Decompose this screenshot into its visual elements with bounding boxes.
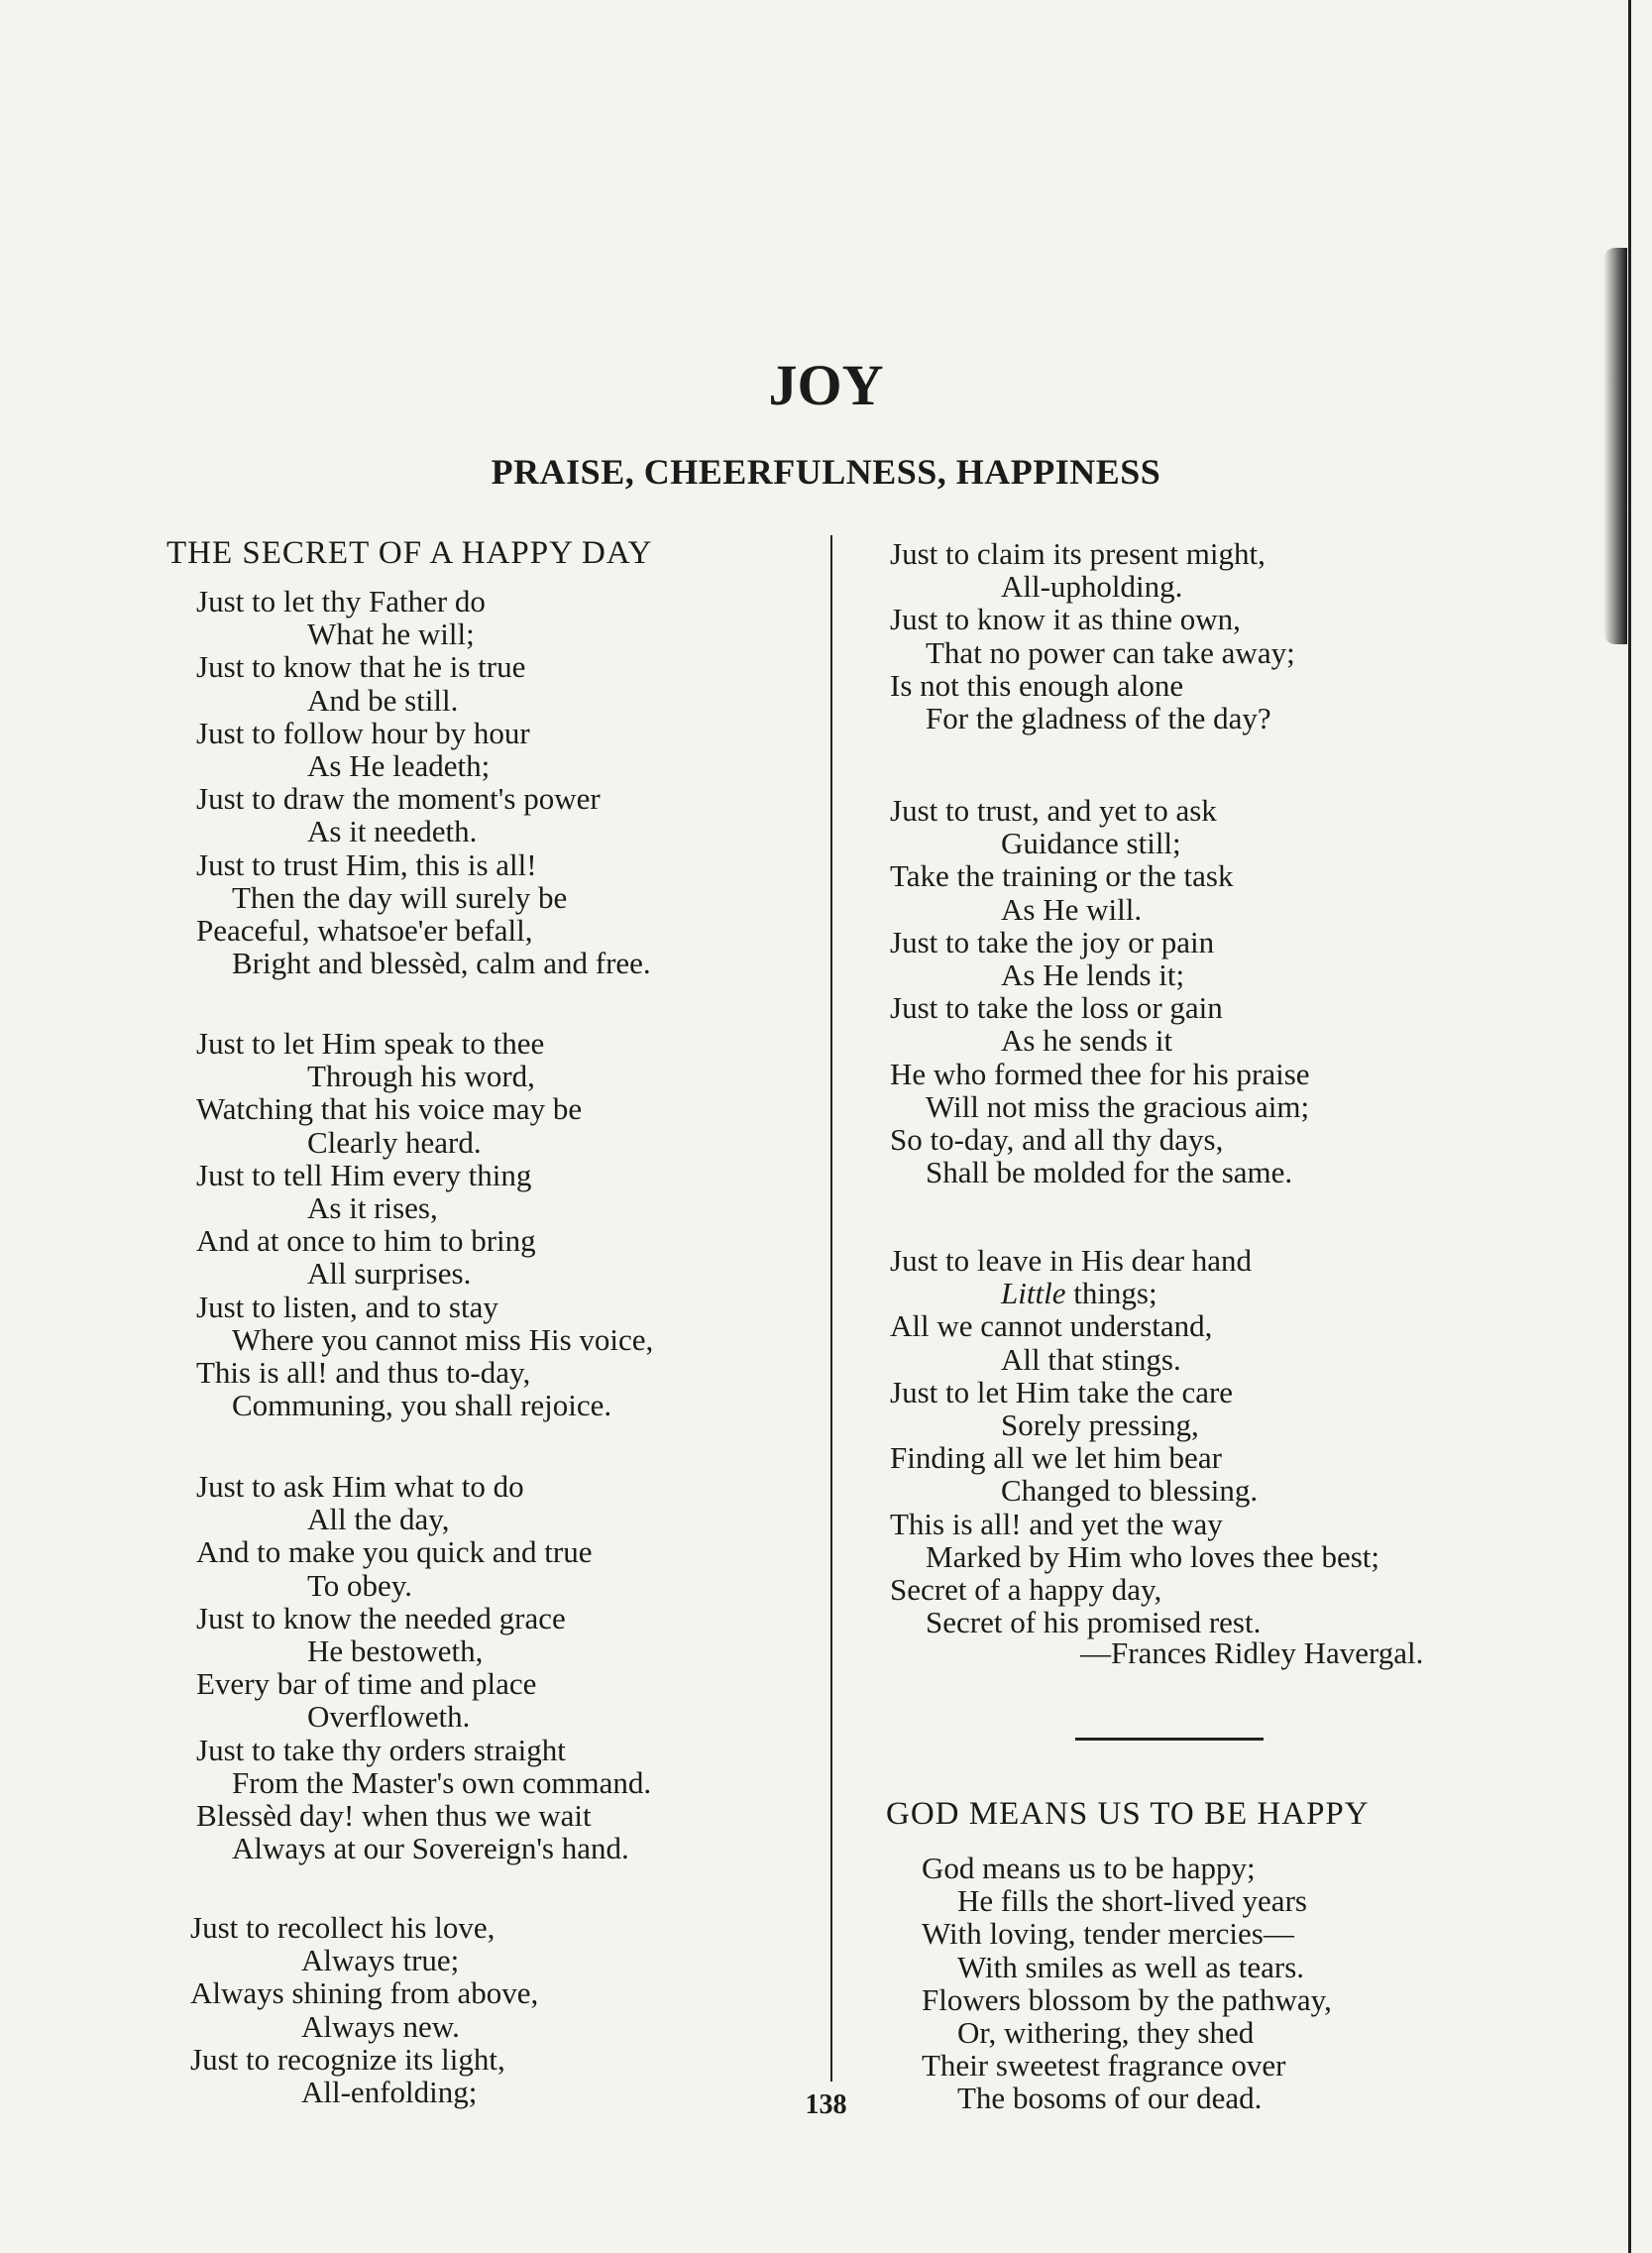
poem-line bbox=[196, 1224, 653, 1257]
poem-line bbox=[196, 1060, 653, 1092]
poem-line-text: Every bar of time and place bbox=[196, 1666, 537, 1702]
poem-line-text: And be still. bbox=[307, 682, 459, 718]
poem-line bbox=[922, 1884, 1332, 1917]
poem-line-text: Is not this enough alone bbox=[890, 667, 1184, 703]
poem-line bbox=[890, 636, 1295, 669]
poem-line bbox=[890, 1376, 1379, 1408]
page-number: 138 bbox=[805, 2089, 847, 2120]
poem-line bbox=[196, 1092, 653, 1125]
poem-line-text: Peaceful, whatsoe'er befall, bbox=[196, 912, 533, 948]
poem-line-text: All that stings. bbox=[1001, 1341, 1181, 1377]
poem-line-text: Shall be molded for the same. bbox=[926, 1155, 1293, 1190]
poem-line-text: Guidance still; bbox=[1001, 826, 1181, 861]
stanza bbox=[890, 537, 1295, 734]
poem-line bbox=[196, 1832, 651, 1864]
poem-line-text: Clearly heard. bbox=[307, 1124, 482, 1160]
poem-line-text: Just to listen, and to stay bbox=[196, 1289, 498, 1324]
poem-line-text: As He lends it; bbox=[1001, 957, 1185, 992]
poem-line bbox=[196, 1126, 653, 1159]
poem-line bbox=[196, 1667, 651, 1700]
poem-line-text: Just to recognize its light, bbox=[190, 2041, 505, 2077]
poem-line-text: The bosoms of our dead. bbox=[957, 2081, 1263, 2116]
poem-line-text: Finding all we let him bear bbox=[890, 1440, 1222, 1476]
poem-line bbox=[196, 1291, 653, 1323]
poem-line bbox=[196, 1602, 651, 1634]
stanza bbox=[890, 1244, 1379, 1638]
poem-line bbox=[890, 1508, 1379, 1540]
poem-line bbox=[196, 618, 651, 650]
poem-line-text: This is all! and yet the way bbox=[890, 1506, 1223, 1541]
poem-line bbox=[196, 1569, 651, 1602]
poem-line bbox=[196, 914, 651, 947]
poem-line bbox=[922, 1917, 1332, 1950]
poem-line-text: Marked by Him who loves thee best; bbox=[926, 1538, 1380, 1574]
poem-line-text: As He will. bbox=[1001, 891, 1143, 927]
poem-line bbox=[196, 1191, 653, 1224]
poem-line-text: All we cannot understand, bbox=[890, 1308, 1213, 1344]
poem-line-text: As it rises, bbox=[307, 1189, 438, 1225]
column-divider bbox=[830, 535, 832, 2082]
poem-title: THE SECRET OF A HAPPY DAY bbox=[166, 535, 653, 571]
poem-line-text: Always at our Sovereign's hand. bbox=[232, 1831, 629, 1866]
poem-line-text: All the day, bbox=[307, 1502, 450, 1537]
poem-line-text: Communing, you shall rejoice. bbox=[232, 1388, 612, 1423]
poem-line-text: As it needeth. bbox=[307, 814, 478, 849]
poem-line bbox=[890, 1309, 1379, 1342]
poem-line-text: Always new. bbox=[301, 2008, 460, 2044]
poem-title: GOD MEANS US TO BE HAPPY bbox=[886, 1796, 1370, 1832]
poem-line bbox=[922, 1852, 1332, 1884]
poem-line-text: Just to know that he is true bbox=[196, 649, 526, 685]
poem-line bbox=[890, 1573, 1379, 1606]
page-title: JOY bbox=[768, 353, 884, 417]
poem-line bbox=[190, 1976, 538, 2009]
section-separator bbox=[1075, 1738, 1264, 1741]
poem-line-text: He bestoweth, bbox=[307, 1633, 484, 1668]
poem-line bbox=[890, 1156, 1310, 1188]
poem-line-text: Secret of a happy day, bbox=[890, 1571, 1162, 1607]
poem-line-text: As He leadeth; bbox=[307, 747, 491, 783]
poem-line-text: Or, withering, they shed bbox=[957, 2014, 1255, 2050]
poem-line bbox=[890, 1277, 1379, 1309]
poem-line-text: Just to tell Him every thing bbox=[196, 1157, 532, 1192]
poem-line bbox=[196, 1766, 651, 1799]
poem-line bbox=[890, 1090, 1310, 1123]
poem-line bbox=[196, 1027, 653, 1060]
poem-line-text: Sorely pressing, bbox=[1001, 1407, 1199, 1442]
poem-line-text: Just to let Him take the care bbox=[890, 1374, 1234, 1409]
poem-line-text: Flowers blossom by the pathway, bbox=[922, 1981, 1332, 2017]
poem-line bbox=[196, 1356, 653, 1389]
poem-line bbox=[922, 1983, 1332, 2016]
poem-line-text: Then the day will surely be bbox=[232, 879, 568, 915]
poem-line bbox=[196, 1503, 651, 1535]
poem-line bbox=[196, 815, 651, 847]
poem-line bbox=[890, 669, 1295, 702]
poem-line-text: Take the training or the task bbox=[890, 858, 1234, 894]
poem-line-text-rest: things; bbox=[1065, 1276, 1157, 1311]
poem-line-text: All surprises. bbox=[307, 1256, 472, 1292]
poem-line-text: With loving, tender mercies— bbox=[922, 1916, 1294, 1952]
poem-line-text: Just to take thy orders straight bbox=[196, 1732, 566, 1767]
poem-line-text: Just to trust Him, this is all! bbox=[196, 846, 537, 882]
poem-line-text: This is all! and thus to-day, bbox=[196, 1354, 531, 1390]
poem-line-text: Just to draw the moment's power bbox=[196, 781, 601, 817]
poem-line bbox=[890, 1606, 1379, 1638]
poem-author: —Frances Ridley Havergal. bbox=[1080, 1635, 1424, 1670]
poem-line bbox=[196, 1535, 651, 1568]
page-edge-line bbox=[1628, 0, 1631, 2253]
poem-line-text: He who formed thee for his praise bbox=[890, 1056, 1310, 1091]
poem-line bbox=[196, 1799, 651, 1832]
poem-line-text: Blessèd day! when thus we wait bbox=[196, 1797, 592, 1833]
poem-line bbox=[890, 958, 1310, 991]
poem-line-text: Watching that his voice may be bbox=[196, 1091, 583, 1127]
poem-line-text: Just to know it as thine own, bbox=[890, 602, 1241, 637]
poem-line bbox=[196, 1700, 651, 1733]
poem-line bbox=[196, 717, 651, 749]
poem-line-text: And at once to him to bring bbox=[196, 1223, 536, 1259]
poem-line bbox=[196, 947, 651, 979]
poem2-stanza bbox=[922, 1852, 1332, 2115]
poem-line-text: Just to let Him speak to thee bbox=[196, 1026, 545, 1061]
poem-line-text: Just to ask Him what to do bbox=[196, 1469, 524, 1504]
poem-line bbox=[890, 859, 1310, 892]
poem-line bbox=[190, 1911, 538, 1944]
poem-line-text: Just to follow hour by hour bbox=[196, 715, 530, 750]
poem-line bbox=[196, 1389, 653, 1421]
poem-line bbox=[190, 1944, 538, 1976]
poem-line-text: What he will; bbox=[307, 617, 475, 652]
poem-line-text: Just to take the joy or pain bbox=[890, 924, 1215, 959]
poem-line bbox=[890, 1123, 1310, 1156]
poem-line bbox=[190, 2010, 538, 2043]
poem-line bbox=[196, 782, 651, 815]
poem-line bbox=[922, 2049, 1332, 2082]
poem-line-text: From the Master's own command. bbox=[232, 1764, 652, 1800]
poem-line-text: Changed to blessing. bbox=[1001, 1473, 1259, 1509]
poem-line bbox=[890, 702, 1295, 734]
stanza bbox=[196, 585, 651, 979]
poem-line-text: And to make you quick and true bbox=[196, 1534, 593, 1570]
poem-line-text: All-enfolding; bbox=[301, 2074, 478, 2109]
poem-line bbox=[890, 603, 1295, 635]
page-subtitle: PRAISE, CHEERFULNESS, HAPPINESS bbox=[491, 452, 1161, 492]
poem-line bbox=[890, 1244, 1379, 1277]
poem-line-text: Secret of his promised rest. bbox=[926, 1605, 1262, 1640]
poem-line-text: Overfloweth. bbox=[307, 1699, 471, 1735]
poem-line-text: To obey. bbox=[307, 1567, 413, 1603]
page-edge-shadow bbox=[1603, 248, 1627, 644]
poem-line-text: Just to let thy Father do bbox=[196, 584, 486, 619]
poem-line-text: As he sends it bbox=[1001, 1023, 1173, 1059]
poem-line bbox=[196, 1634, 651, 1667]
poem-line bbox=[196, 848, 651, 881]
poem-line bbox=[922, 2016, 1332, 2049]
poem-line bbox=[196, 1323, 653, 1356]
poem-line-text: Always shining from above, bbox=[190, 1975, 539, 2011]
poem-line-text: Just to take the loss or gain bbox=[890, 990, 1223, 1026]
poem-line-text: Where you cannot miss His voice, bbox=[232, 1321, 654, 1357]
poem-line bbox=[890, 1024, 1310, 1057]
poem-line bbox=[196, 881, 651, 914]
poem-line bbox=[890, 926, 1310, 958]
poem-line bbox=[890, 1408, 1379, 1441]
poem-line bbox=[890, 827, 1310, 859]
poem-line-text: Little bbox=[1001, 1276, 1066, 1311]
poem-line bbox=[890, 1441, 1379, 1474]
poem-line-text: That no power can take away; bbox=[926, 634, 1295, 670]
poem-line-text: Always true; bbox=[301, 1943, 460, 1978]
poem-line-text: Just to recollect his love, bbox=[190, 1910, 496, 1945]
stanza bbox=[196, 1470, 651, 1864]
poem-line bbox=[890, 893, 1310, 926]
poem-line-text: He fills the short-lived years bbox=[957, 1883, 1307, 1919]
poem-line bbox=[196, 650, 651, 683]
poem-line-text: Just to claim its present might, bbox=[890, 536, 1266, 571]
poem-line bbox=[890, 1474, 1379, 1507]
poem-line bbox=[190, 2043, 538, 2076]
stanza bbox=[890, 794, 1310, 1188]
poem-line-text: Their sweetest fragrance over bbox=[922, 2048, 1286, 2084]
poem-line bbox=[196, 1159, 653, 1191]
poem-line bbox=[196, 684, 651, 717]
poem-line-text: With smiles as well as tears. bbox=[957, 1949, 1305, 1984]
poem-line bbox=[890, 1540, 1379, 1573]
poem-line bbox=[922, 1951, 1332, 1983]
poem-line-text: For the gladness of the day? bbox=[926, 700, 1271, 735]
poem-line-text: Just to leave in His dear hand bbox=[890, 1243, 1253, 1278]
poem-line bbox=[890, 570, 1295, 603]
poem-line-text: Bright and blessèd, calm and free. bbox=[232, 946, 651, 981]
poem-line bbox=[890, 537, 1295, 570]
poem-line bbox=[196, 1734, 651, 1766]
poem-line-text: So to-day, and all thy days, bbox=[890, 1121, 1224, 1157]
poem-line-text: Just to know the needed grace bbox=[196, 1600, 566, 1635]
poem-line bbox=[890, 1343, 1379, 1376]
poem-line-text: All-upholding. bbox=[1001, 569, 1183, 605]
poem-line bbox=[890, 1058, 1310, 1090]
poem-line-text: Will not miss the gracious aim; bbox=[926, 1088, 1310, 1124]
poem-line bbox=[196, 1257, 653, 1290]
poem-line-text: God means us to be happy; bbox=[922, 1851, 1256, 1885]
stanza bbox=[196, 1027, 653, 1421]
poem-line bbox=[196, 585, 651, 618]
poem-line-text: Just to trust, and yet to ask bbox=[890, 793, 1217, 828]
poem-line bbox=[196, 749, 651, 782]
poem-line bbox=[196, 1470, 651, 1503]
poem-line bbox=[890, 991, 1310, 1024]
poem-line bbox=[890, 794, 1310, 827]
stanza bbox=[190, 1911, 538, 2108]
poem-line-text: Through his word, bbox=[307, 1059, 535, 1094]
